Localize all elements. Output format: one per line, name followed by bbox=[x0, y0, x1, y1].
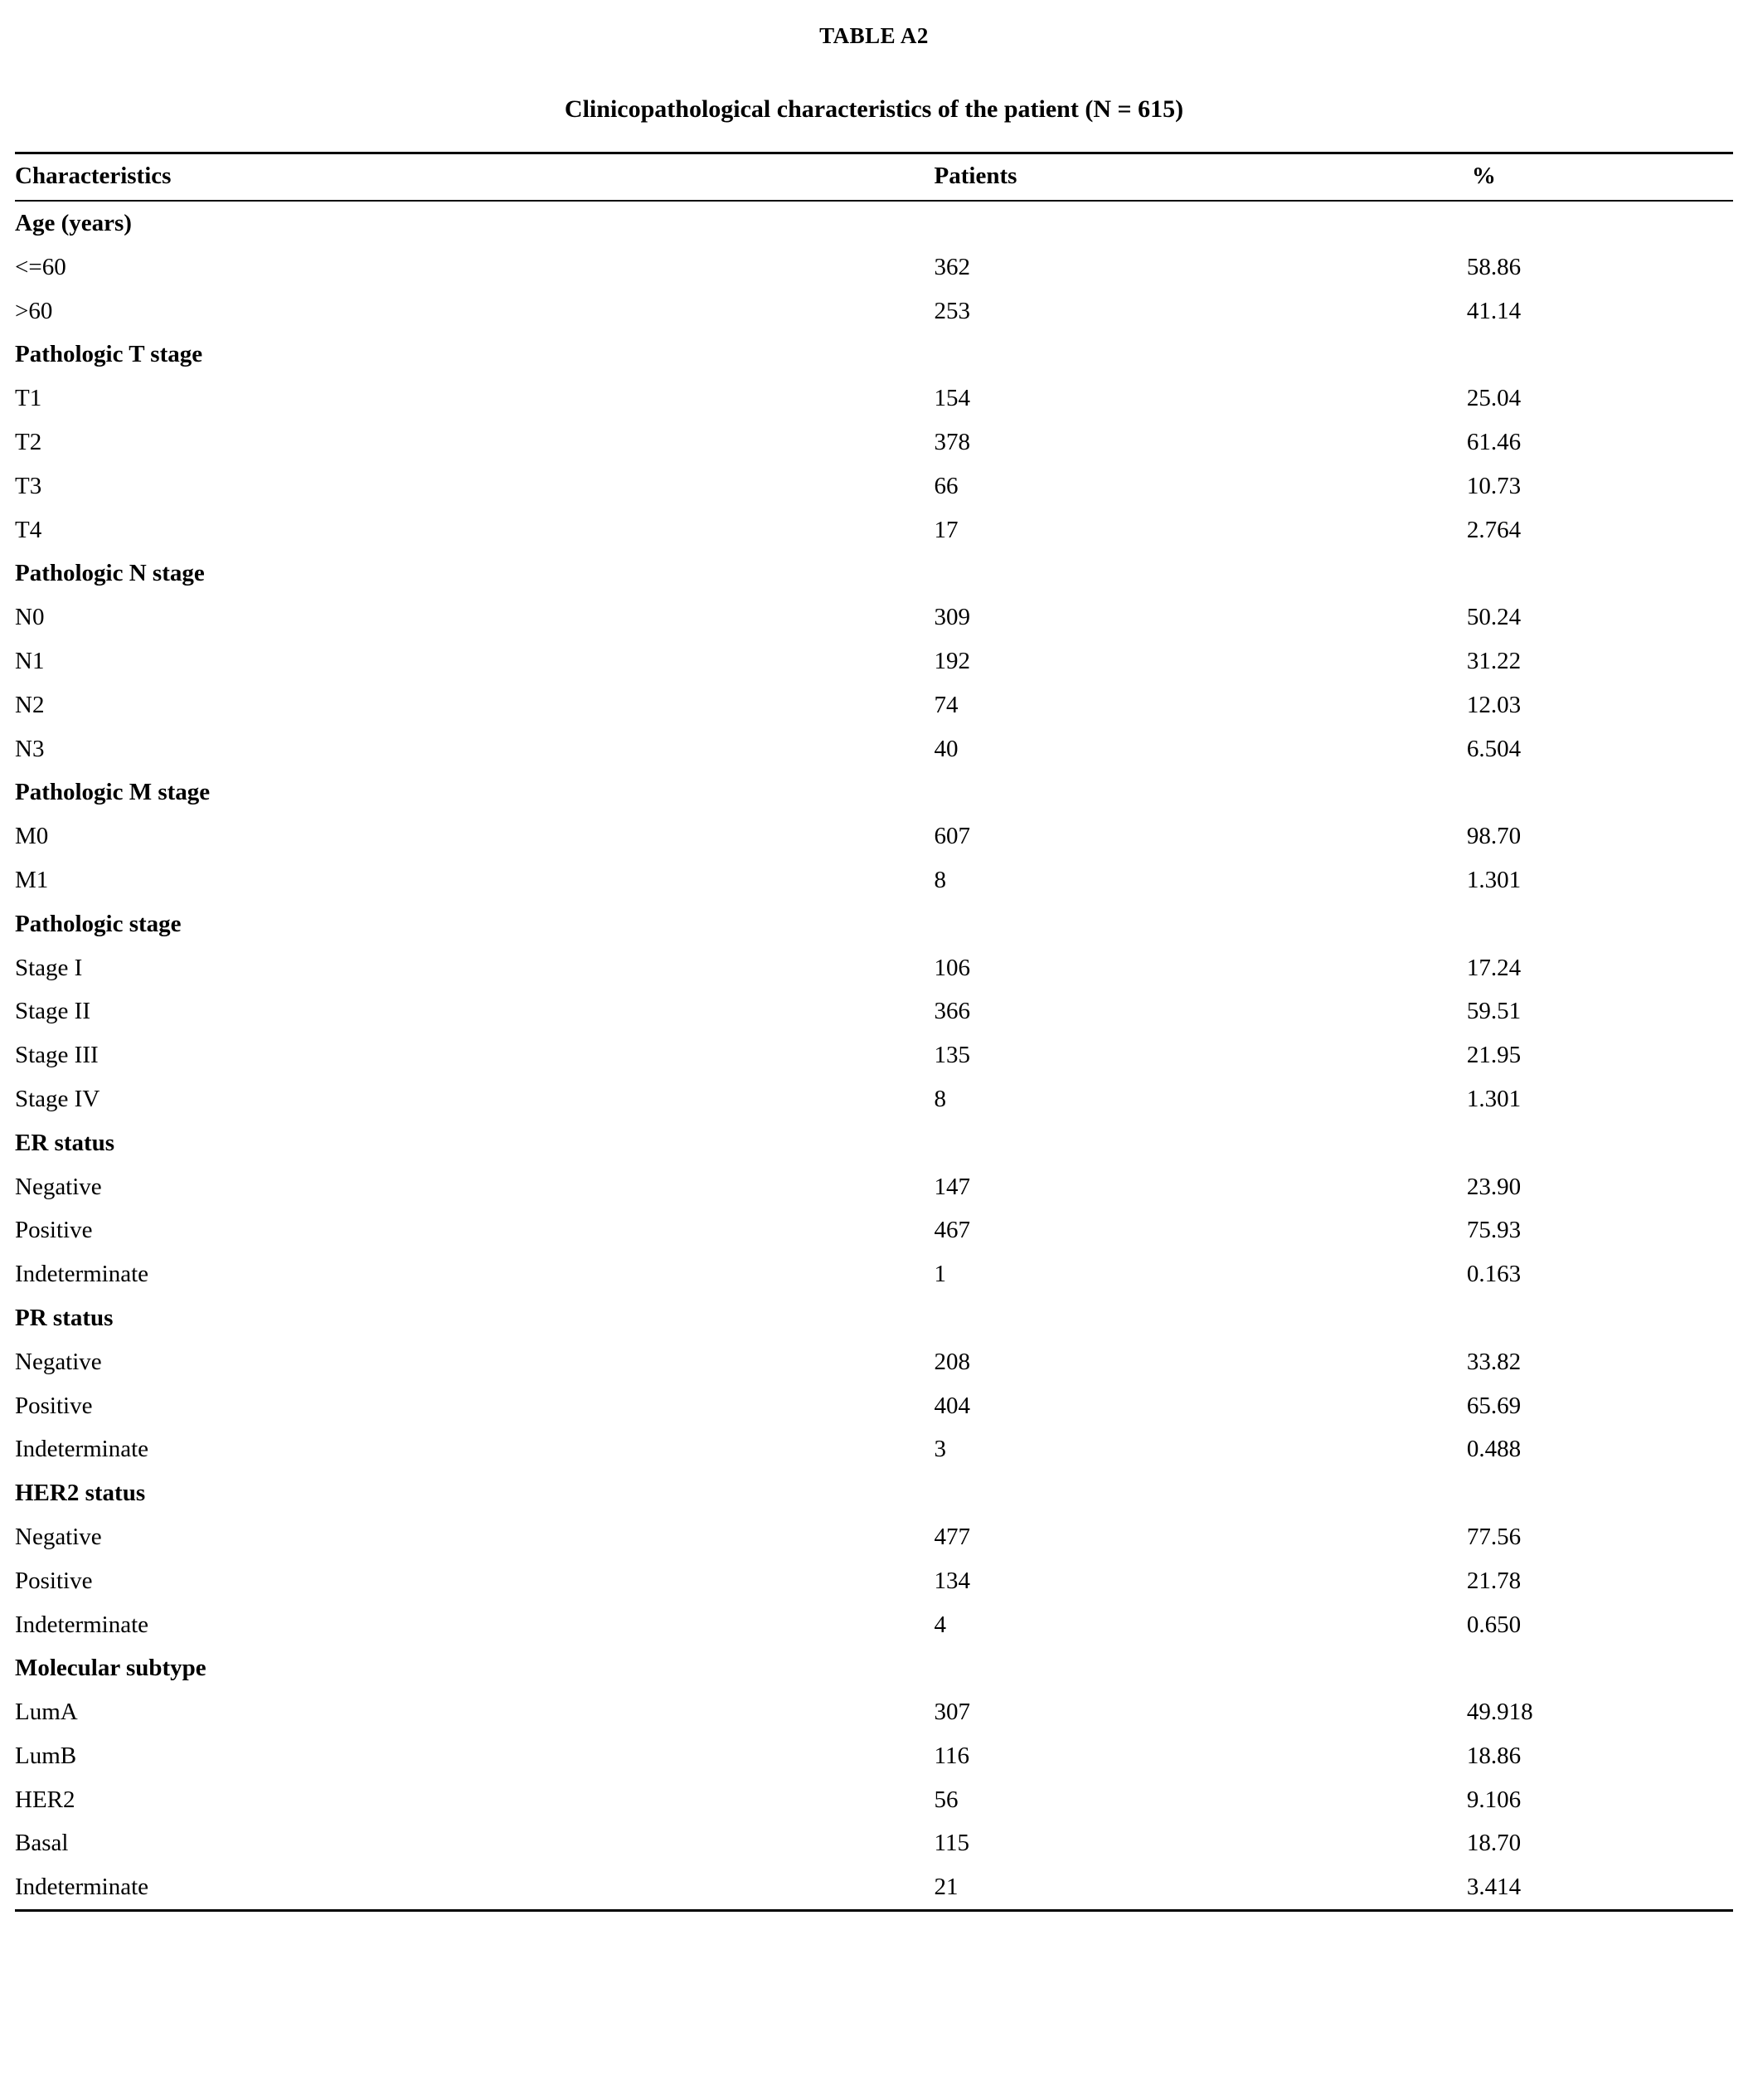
cell-patients: 8 bbox=[934, 866, 947, 893]
cell-percent: 0.163 bbox=[1466, 1261, 1522, 1288]
cell-characteristic: Pathologic M stage bbox=[15, 779, 211, 806]
cell-characteristic: Pathologic T stage bbox=[15, 341, 203, 368]
cell-characteristic: HER2 status bbox=[15, 1480, 146, 1507]
table-row bbox=[15, 1603, 1733, 1647]
cell-characteristic: T2 bbox=[15, 428, 42, 455]
table-row bbox=[15, 1865, 1733, 1910]
cell-characteristic: LumA bbox=[15, 1699, 78, 1726]
table-body bbox=[15, 201, 1733, 1911]
table-group-row bbox=[15, 201, 1733, 245]
cell-patients: 1 bbox=[934, 1261, 947, 1288]
cell-percent bbox=[1467, 1296, 1733, 1340]
table-row bbox=[15, 1515, 1733, 1559]
cell-characteristic: Stage II bbox=[15, 998, 90, 1025]
cell-patients: 3 bbox=[934, 1436, 947, 1463]
table-group-row bbox=[15, 902, 1733, 946]
cell-percent: 2.764 bbox=[1466, 516, 1522, 543]
cell-patients: 4 bbox=[934, 1611, 947, 1638]
cell-percent: 1.301 bbox=[1466, 866, 1522, 893]
cell-percent bbox=[1467, 201, 1733, 245]
cell-characteristic: M1 bbox=[15, 866, 49, 893]
cell-patients: 477 bbox=[934, 1523, 971, 1550]
cell-characteristic: Positive bbox=[15, 1392, 93, 1419]
cell-patients: 17 bbox=[934, 516, 959, 543]
cell-percent bbox=[1467, 1646, 1733, 1690]
cell-patients: 135 bbox=[934, 1042, 971, 1069]
table-row bbox=[15, 1340, 1733, 1384]
cell-characteristic: <=60 bbox=[15, 253, 66, 280]
cell-patients: 366 bbox=[934, 998, 971, 1025]
cell-characteristic: Stage III bbox=[15, 1042, 99, 1069]
column-header-patients: Patients bbox=[935, 153, 1467, 202]
cell-patients: 378 bbox=[934, 428, 971, 455]
cell-patients: 8 bbox=[934, 1085, 947, 1112]
table-row bbox=[15, 989, 1733, 1033]
cell-characteristic: LumB bbox=[15, 1742, 77, 1769]
table-row bbox=[15, 508, 1733, 552]
table-group-row bbox=[15, 552, 1733, 595]
cell-percent: 0.650 bbox=[1466, 1611, 1522, 1638]
table-row bbox=[15, 683, 1733, 727]
cell-percent: 18.70 bbox=[1466, 1830, 1522, 1857]
cell-percent: 77.56 bbox=[1466, 1523, 1522, 1550]
cell-characteristic: Negative bbox=[15, 1173, 102, 1200]
cell-percent: 3.414 bbox=[1467, 1865, 1733, 1910]
cell-characteristic: Age (years) bbox=[15, 210, 132, 236]
cell-characteristic: Indeterminate bbox=[15, 1436, 149, 1463]
cell-patients: 192 bbox=[934, 647, 971, 674]
table-group-row bbox=[15, 333, 1733, 377]
column-header-percent: % bbox=[1467, 153, 1733, 202]
table-row bbox=[15, 639, 1733, 683]
cell-percent bbox=[1467, 552, 1733, 595]
cell-characteristic: Stage IV bbox=[15, 1085, 100, 1112]
table-row bbox=[15, 289, 1733, 333]
cell-patients: 253 bbox=[934, 297, 971, 324]
cell-patients: 309 bbox=[934, 604, 971, 631]
cell-percent: 9.106 bbox=[1466, 1786, 1522, 1813]
table-row bbox=[15, 1734, 1733, 1778]
cell-percent: 12.03 bbox=[1466, 691, 1522, 718]
cell-characteristic: T3 bbox=[15, 472, 42, 499]
table-caption: Clinicopathological characteristics of the patient (N = 615) bbox=[564, 95, 1184, 123]
table-row bbox=[15, 946, 1733, 990]
cell-characteristic: N3 bbox=[15, 735, 45, 762]
table-row bbox=[15, 1821, 1733, 1865]
table-row bbox=[15, 1427, 1733, 1471]
cell-percent: 65.69 bbox=[1466, 1392, 1522, 1419]
cell-patients bbox=[935, 902, 1467, 946]
cell-characteristic: Pathologic stage bbox=[15, 910, 182, 937]
cell-patients bbox=[935, 333, 1467, 377]
table-row bbox=[15, 1033, 1733, 1077]
cell-characteristic: Positive bbox=[15, 1217, 93, 1244]
cell-percent: 25.04 bbox=[1466, 385, 1522, 412]
table-row bbox=[15, 727, 1733, 771]
cell-characteristic: HER2 bbox=[15, 1786, 75, 1813]
table-row bbox=[15, 1559, 1733, 1603]
cell-characteristic: PR status bbox=[15, 1304, 114, 1331]
table-row bbox=[15, 245, 1733, 289]
cell-characteristic: Indeterminate bbox=[15, 1611, 149, 1638]
cell-patients: 21 bbox=[935, 1865, 1467, 1910]
cell-percent: 17.24 bbox=[1466, 954, 1522, 981]
cell-patients: 115 bbox=[934, 1830, 969, 1857]
cell-characteristic: Basal bbox=[15, 1830, 69, 1857]
cell-characteristic: T4 bbox=[15, 516, 42, 543]
cell-patients: 208 bbox=[934, 1348, 971, 1375]
table-group-row bbox=[15, 770, 1733, 814]
cell-percent bbox=[1467, 902, 1733, 946]
column-header-characteristics: Characteristics bbox=[15, 153, 935, 202]
cell-patients: 106 bbox=[934, 954, 971, 981]
cell-percent: 6.504 bbox=[1466, 735, 1522, 762]
table-row bbox=[15, 1384, 1733, 1428]
cell-characteristic: Pathologic N stage bbox=[15, 560, 205, 587]
cell-percent bbox=[1467, 1121, 1733, 1165]
cell-patients: 147 bbox=[934, 1173, 971, 1200]
cell-patients: 66 bbox=[934, 472, 959, 499]
table-row bbox=[15, 420, 1733, 464]
cell-percent: 41.14 bbox=[1466, 297, 1522, 324]
cell-percent: 10.73 bbox=[1466, 472, 1522, 499]
table-group-row bbox=[15, 1646, 1733, 1690]
cell-characteristic: Molecular subtype bbox=[15, 1655, 206, 1682]
cell-percent: 49.918 bbox=[1466, 1699, 1533, 1726]
table-row bbox=[15, 1778, 1733, 1822]
table-group-row bbox=[15, 1121, 1733, 1165]
cell-patients: 134 bbox=[934, 1567, 971, 1594]
table-header-row bbox=[15, 153, 1733, 202]
cell-characteristic: Stage I bbox=[15, 954, 83, 981]
cell-patients bbox=[935, 1646, 1467, 1690]
cell-characteristic: ER status bbox=[15, 1129, 115, 1156]
cell-percent: 1.301 bbox=[1466, 1085, 1522, 1112]
cell-patients: 40 bbox=[934, 735, 959, 762]
cell-characteristic: Negative bbox=[15, 1523, 102, 1550]
cell-patients bbox=[935, 1296, 1467, 1340]
cell-percent bbox=[1467, 333, 1733, 377]
cell-characteristic: N2 bbox=[15, 691, 45, 718]
cell-patients: 607 bbox=[934, 823, 971, 850]
cell-characteristic: N1 bbox=[15, 647, 45, 674]
cell-percent: 21.78 bbox=[1466, 1567, 1522, 1594]
table-header bbox=[15, 153, 1733, 202]
cell-percent: 75.93 bbox=[1466, 1217, 1522, 1244]
cell-patients bbox=[935, 552, 1467, 595]
cell-characteristic: Indeterminate bbox=[15, 1865, 935, 1910]
cell-patients: 154 bbox=[934, 385, 971, 412]
cell-percent: 50.24 bbox=[1466, 604, 1522, 631]
table-row bbox=[15, 1690, 1733, 1734]
cell-percent: 33.82 bbox=[1466, 1348, 1522, 1375]
table-row bbox=[15, 814, 1733, 858]
cell-characteristic: Positive bbox=[15, 1567, 93, 1594]
cell-patients: 404 bbox=[934, 1392, 971, 1419]
cell-percent: 59.51 bbox=[1466, 998, 1522, 1025]
cell-percent: 23.90 bbox=[1466, 1173, 1522, 1200]
table-row bbox=[15, 464, 1733, 508]
cell-percent bbox=[1467, 770, 1733, 814]
cell-percent: 58.86 bbox=[1466, 253, 1522, 280]
cell-characteristic: M0 bbox=[15, 823, 49, 850]
cell-percent: 31.22 bbox=[1466, 647, 1522, 674]
cell-characteristic: >60 bbox=[15, 297, 53, 324]
table-label: TABLE A2 bbox=[819, 23, 929, 48]
table-group-row bbox=[15, 1296, 1733, 1340]
table-row bbox=[15, 1077, 1733, 1121]
table-row bbox=[15, 1165, 1733, 1209]
cell-percent: 0.488 bbox=[1466, 1436, 1522, 1463]
cell-percent bbox=[1467, 1471, 1733, 1515]
cell-percent: 21.95 bbox=[1466, 1042, 1522, 1069]
cell-characteristic: T1 bbox=[15, 385, 42, 412]
cell-patients: 74 bbox=[934, 691, 959, 718]
cell-patients bbox=[935, 1121, 1467, 1165]
table-group-row bbox=[15, 1471, 1733, 1515]
cell-patients: 362 bbox=[934, 253, 971, 280]
table-row bbox=[15, 1208, 1733, 1252]
clinicopathological-characteristics-table bbox=[15, 152, 1733, 1912]
cell-patients: 116 bbox=[934, 1742, 969, 1769]
cell-patients: 56 bbox=[934, 1786, 959, 1813]
cell-percent: 18.86 bbox=[1466, 1742, 1522, 1769]
cell-patients bbox=[935, 201, 1467, 245]
cell-characteristic: Negative bbox=[15, 1348, 102, 1375]
cell-percent: 98.70 bbox=[1466, 823, 1522, 850]
cell-characteristic: N0 bbox=[15, 604, 45, 631]
cell-patients: 307 bbox=[934, 1699, 971, 1726]
cell-patients: 467 bbox=[934, 1217, 971, 1244]
table-row bbox=[15, 1252, 1733, 1296]
table-row bbox=[15, 858, 1733, 902]
cell-percent: 61.46 bbox=[1466, 428, 1522, 455]
cell-characteristic: Indeterminate bbox=[15, 1261, 149, 1288]
cell-patients bbox=[935, 1471, 1467, 1515]
table-row bbox=[15, 595, 1733, 639]
table-row bbox=[15, 377, 1733, 420]
cell-patients bbox=[935, 770, 1467, 814]
